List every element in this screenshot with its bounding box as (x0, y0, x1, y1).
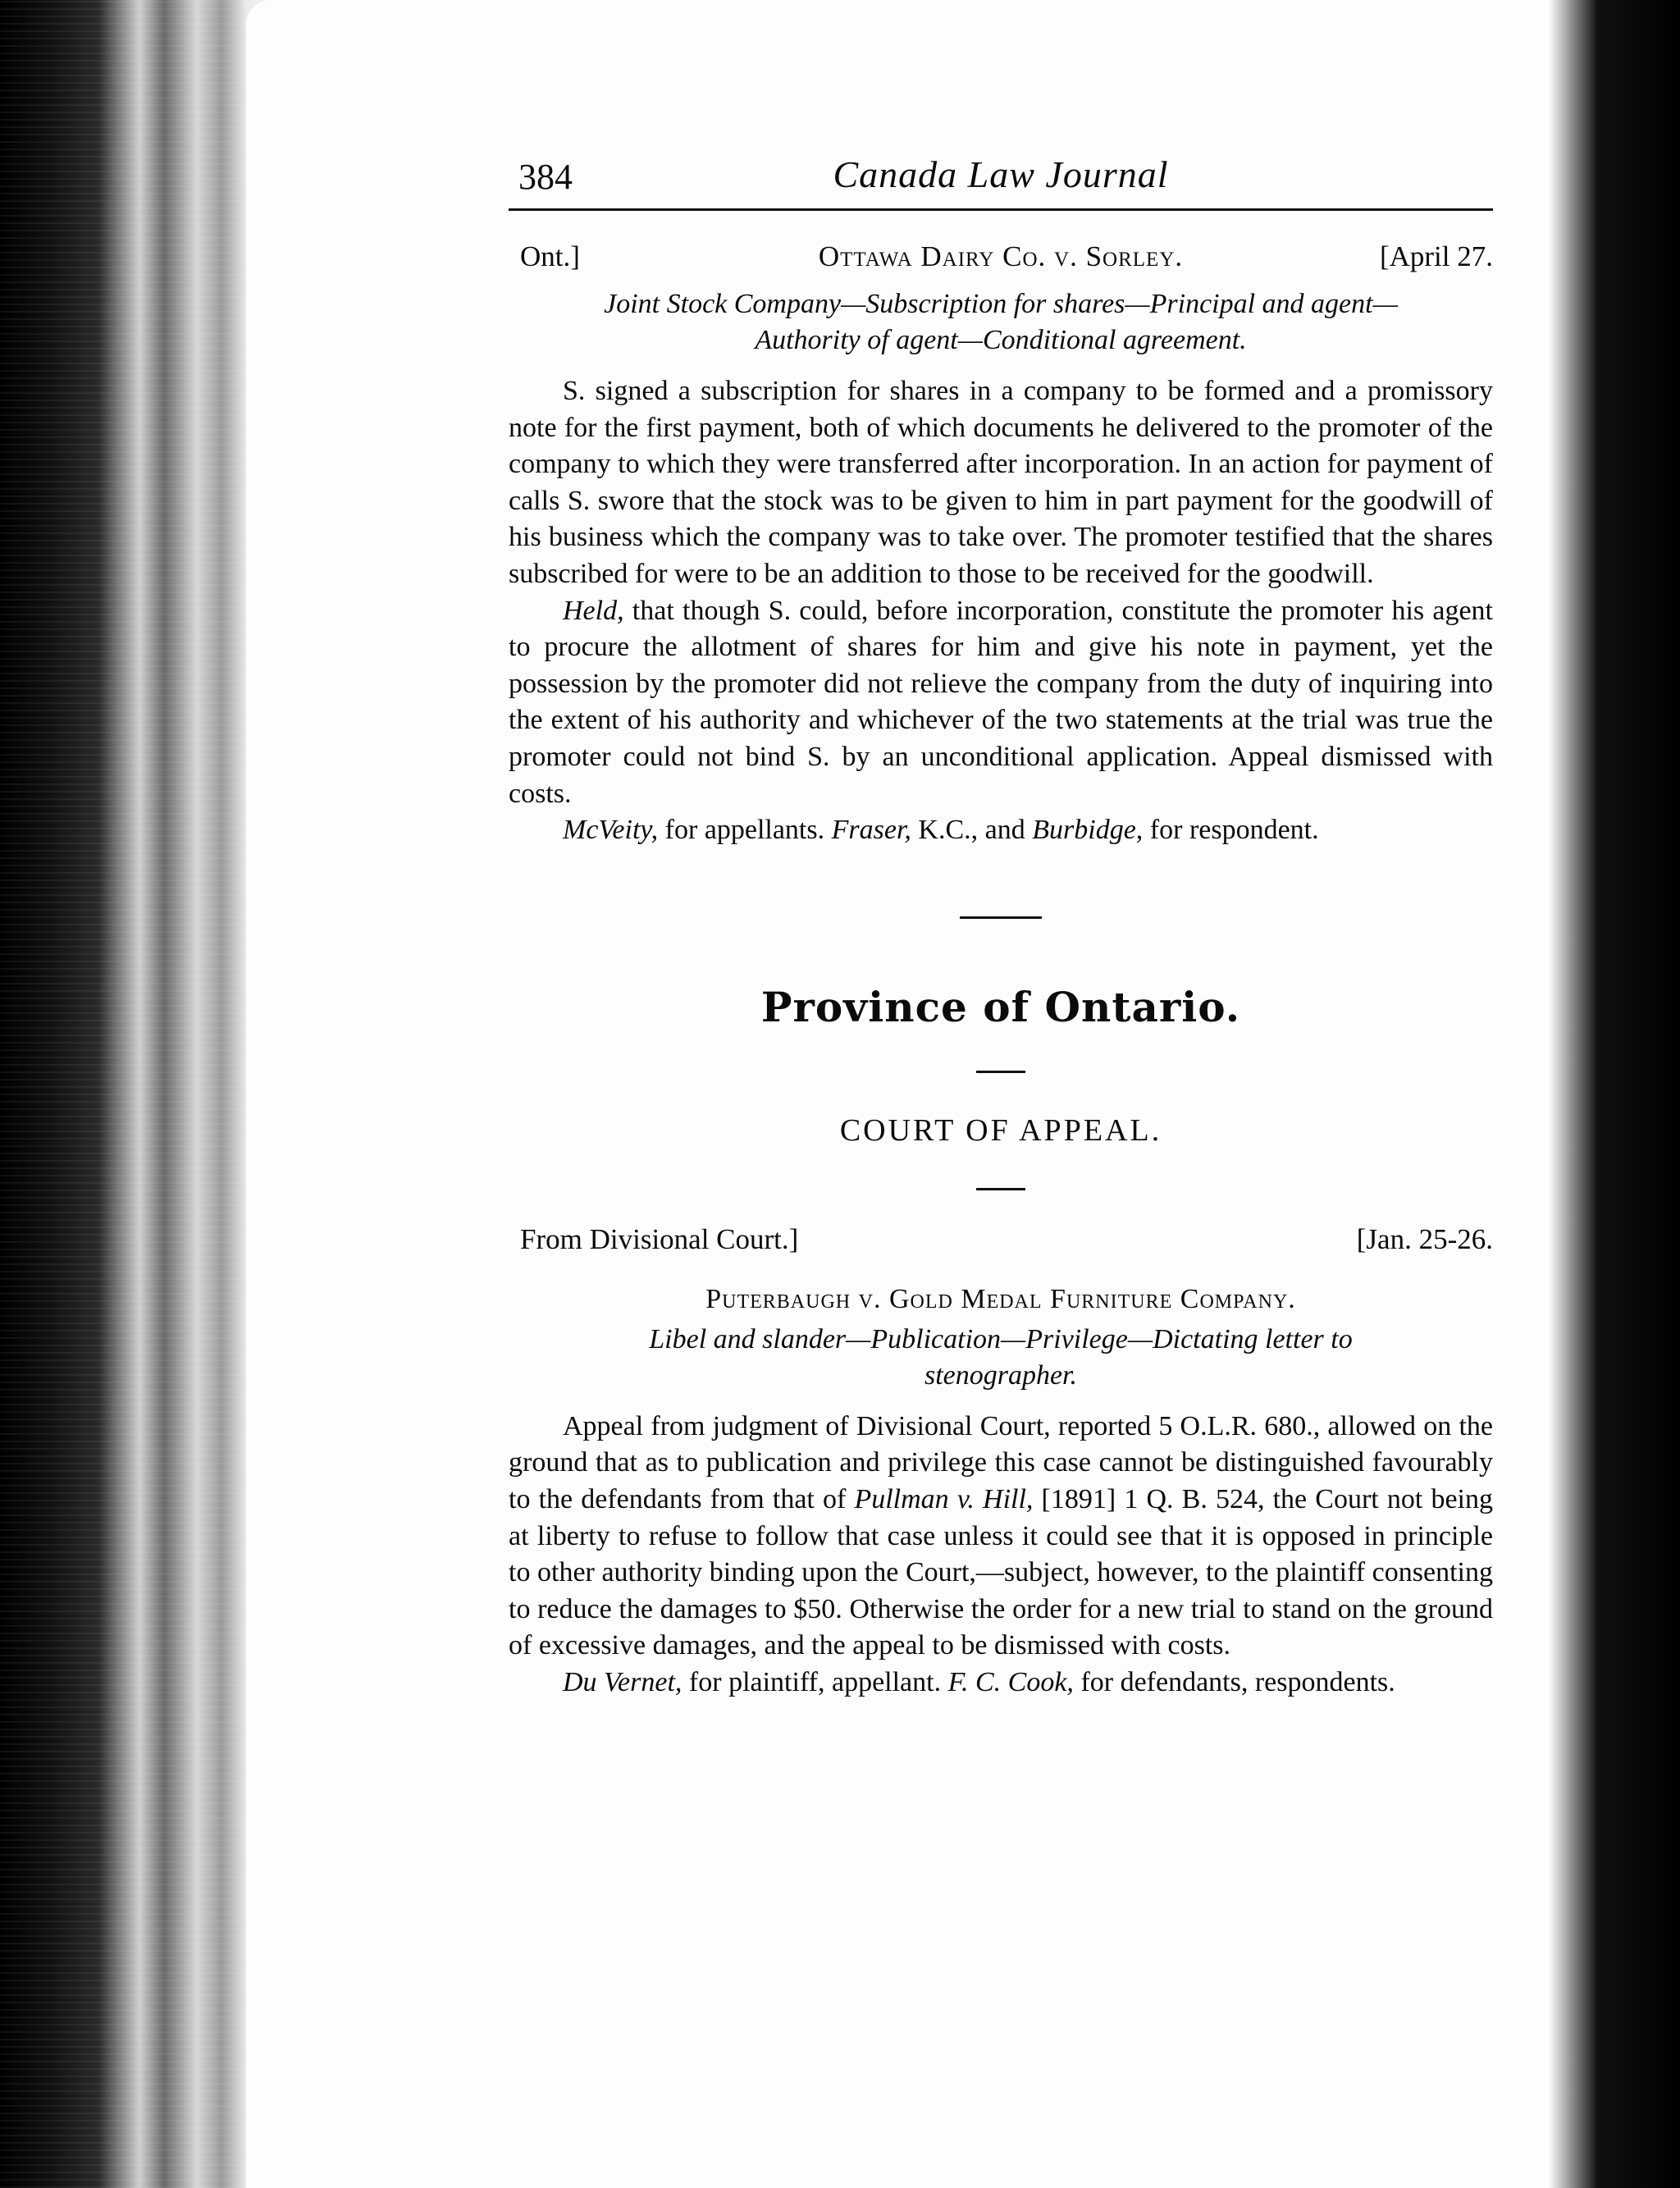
counsel-name-2: Fraser, (831, 815, 911, 846)
case2-judgment-paragraph (509, 1409, 1493, 1665)
book-binding-edge (0, 0, 279, 2188)
case1-headnote-line2: Authority of agent—Conditional agreement. (755, 325, 1247, 355)
section-divider (960, 916, 1042, 919)
case2-headnote-line1: Libel and slander—Publication—Privilege—Dictating letter to (649, 1323, 1353, 1354)
case1-date: [April 27. (1379, 240, 1493, 272)
counsel-name-2: F. C. Cook, (947, 1666, 1074, 1697)
case1-counsel (509, 812, 1493, 849)
province-heading: Province of Ontario. (760, 982, 1241, 1031)
counsel-name-3: Burbidge, (1032, 815, 1144, 846)
case2-caption (509, 1223, 1493, 1269)
case1-jurisdiction: Ont.] (520, 240, 580, 272)
running-header (509, 139, 1493, 211)
counsel-text-2: K.C., and (911, 815, 1033, 846)
case2-origin: From Divisional Court.] (520, 1222, 799, 1255)
case2-judgment-text-b: [1891] 1 Q. B. 524, the Court not being at liberty to refuse to follow that case unless it could see that it is opposed in principle to other authority binding upon the Court,—subject, however, to the plaintiff consenting to reduce the damages to $50. Otherwise the order for a new trial to stand on the ground of excessive damages, and the appeal to be dismissed with costs. (509, 1483, 1493, 1661)
divider-dash (976, 1188, 1025, 1190)
held-word: Held, (563, 595, 624, 626)
case1-caption (509, 240, 1493, 286)
case2-date: [Jan. 25-26. (1356, 1222, 1493, 1255)
counsel-text-1: for appellants. (658, 815, 832, 846)
case1-holding-paragraph (509, 593, 1493, 813)
case2-judgment-text-a: Appeal from judgment of Divisional Court, reported 5 O.L.R. 680., allowed on the ground that as to publication and privilege this case cannot be distinguished favourably to the defendants from that of (509, 1410, 1493, 1514)
counsel-name-1: Du Vernet, (563, 1666, 682, 1697)
case1-title: Ottawa Dairy Co. v. Sorley. (818, 240, 1184, 272)
counsel-name-1: McVeity, (563, 815, 659, 846)
page-number: 384 (518, 157, 573, 197)
case1-facts-paragraph: S. signed a subscription for shares in a company to be formed and a promissory note for the first payment, both of which documents he delivered to the promoter of the company to which they were transferred after incorporation. In an action for payment of calls S. swore that the stock was to be given to him in part payment for the goodwill of his business which the company was to take over. The promoter testified that the shares subscribed for were to be an addition to those to be received for the goodwill. (509, 376, 1493, 589)
right-edge-shadow (1549, 0, 1680, 2188)
counsel-text-2: for defendants, respondents. (1073, 1666, 1395, 1697)
case2-cited-case: Pullman v. Hill, (854, 1483, 1034, 1514)
case2-counsel (509, 1665, 1493, 1702)
case1-holding-text: that though S. could, before incorporation, constitute the promoter his agent to procure the allotment of shares for him and give his note in payment, yet the possession by the promoter did not relieve the company from the duty of inquiring into the extent of his authority and whichever of the two statements at the trial was true the promoter could not bind S. by an unconditional application. Appeal dismissed with costs. (509, 595, 1493, 809)
case1-headnote (509, 286, 1493, 359)
case2-headnote (509, 1322, 1493, 1394)
counsel-text-1: for plaintiff, appellant. (682, 1666, 948, 1697)
case2-headnote-line2: stenographer. (924, 1359, 1078, 1391)
case1-headnote-line1: Joint Stock Company—Subscription for shares—Principal and agent— (604, 289, 1398, 319)
journal-title: Canada Law Journal (833, 153, 1169, 195)
court-heading: COURT OF APPEAL. (839, 1112, 1162, 1148)
case2-title: Puterbaugh v. Gold Medal Furniture Company. (705, 1283, 1296, 1314)
counsel-text-3: for respondent. (1143, 815, 1319, 846)
page-content (509, 139, 1493, 1701)
